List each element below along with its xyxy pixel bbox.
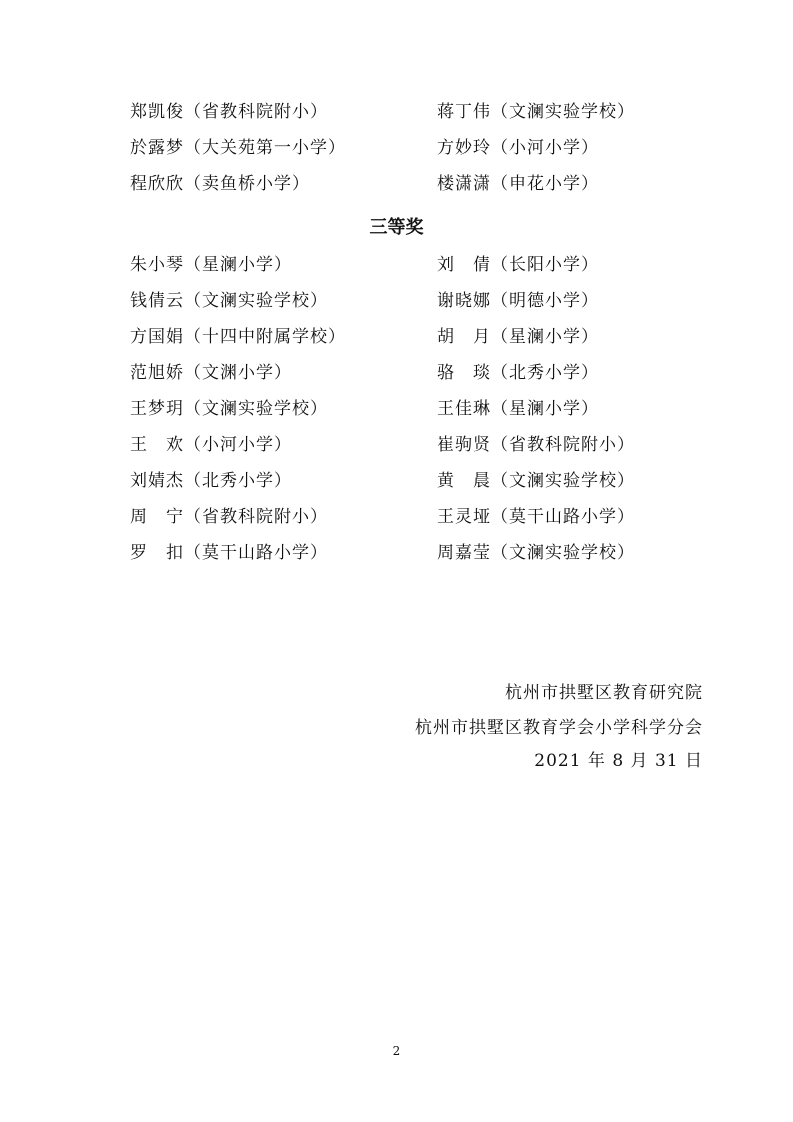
- awardee-left: 罗 扣（莫干山路小学）: [130, 543, 328, 563]
- third-prize-heading: 三等奖: [369, 217, 424, 238]
- award-row: [0, 289, 793, 325]
- awardee-right: 崔驹贤（省教科院附小）: [437, 435, 635, 455]
- awardee-left: 朱小琴（星澜小学）: [130, 255, 292, 275]
- awardee-right: 谢晓娜（明德小学）: [437, 291, 599, 311]
- award-row: [0, 253, 793, 289]
- award-row: [0, 100, 793, 136]
- awardee-left: 刘婧杰（北秀小学）: [130, 471, 292, 491]
- awardee-right: 周嘉莹（文澜实验学校）: [437, 543, 635, 563]
- award-row: [0, 541, 793, 577]
- award-row: [0, 325, 793, 361]
- awardee-right: 黄 晨（文澜实验学校）: [437, 471, 635, 491]
- award-row: [0, 505, 793, 541]
- awardee-left: 郑凯俊（省教科院附小）: [130, 102, 328, 122]
- awardee-right: 胡 月（星澜小学）: [437, 327, 599, 347]
- page-number: 2: [392, 1044, 401, 1058]
- awardee-right: 蒋丁伟（文澜实验学校）: [437, 102, 635, 122]
- awardee-right: 楼潇潇（申花小学）: [437, 174, 599, 194]
- awardee-right: 王灵垭（莫干山路小学）: [437, 507, 635, 527]
- awardee-left: 钱倩云（文澜实验学校）: [130, 291, 328, 311]
- award-row: [0, 172, 793, 208]
- awardee-left: 范旭娇（文渊小学）: [130, 363, 292, 383]
- awardee-left: 程欣欣（卖鱼桥小学）: [130, 174, 310, 194]
- awardee-left: 王梦玥（文澜实验学校）: [130, 399, 328, 419]
- awardee-right: 方妙玲（小河小学）: [437, 138, 599, 158]
- awardee-left: 方国娟（十四中附属学校）: [130, 327, 346, 347]
- awardee-right: 骆 琰（北秀小学）: [437, 363, 599, 383]
- award-row: [0, 433, 793, 469]
- awardee-left: 於露梦（大关苑第一小学）: [130, 138, 346, 158]
- awardee-right: 王佳琳（星澜小学）: [437, 399, 599, 419]
- award-row: [0, 469, 793, 505]
- award-row: [0, 397, 793, 433]
- awardee-left: 周 宁（省教科院附小）: [130, 507, 328, 527]
- award-row: [0, 361, 793, 397]
- awardee-left: 王 欢（小河小学）: [130, 435, 292, 455]
- award-row: [0, 136, 793, 172]
- signature-date: 2021 年 8 月 31 日: [534, 751, 703, 771]
- awardee-right: 刘 倩（长阳小学）: [437, 255, 599, 275]
- signature-org-1: 杭州市拱墅区教育研究院: [505, 683, 703, 703]
- signature-org-2: 杭州市拱墅区教育学会小学科学分会: [415, 718, 703, 738]
